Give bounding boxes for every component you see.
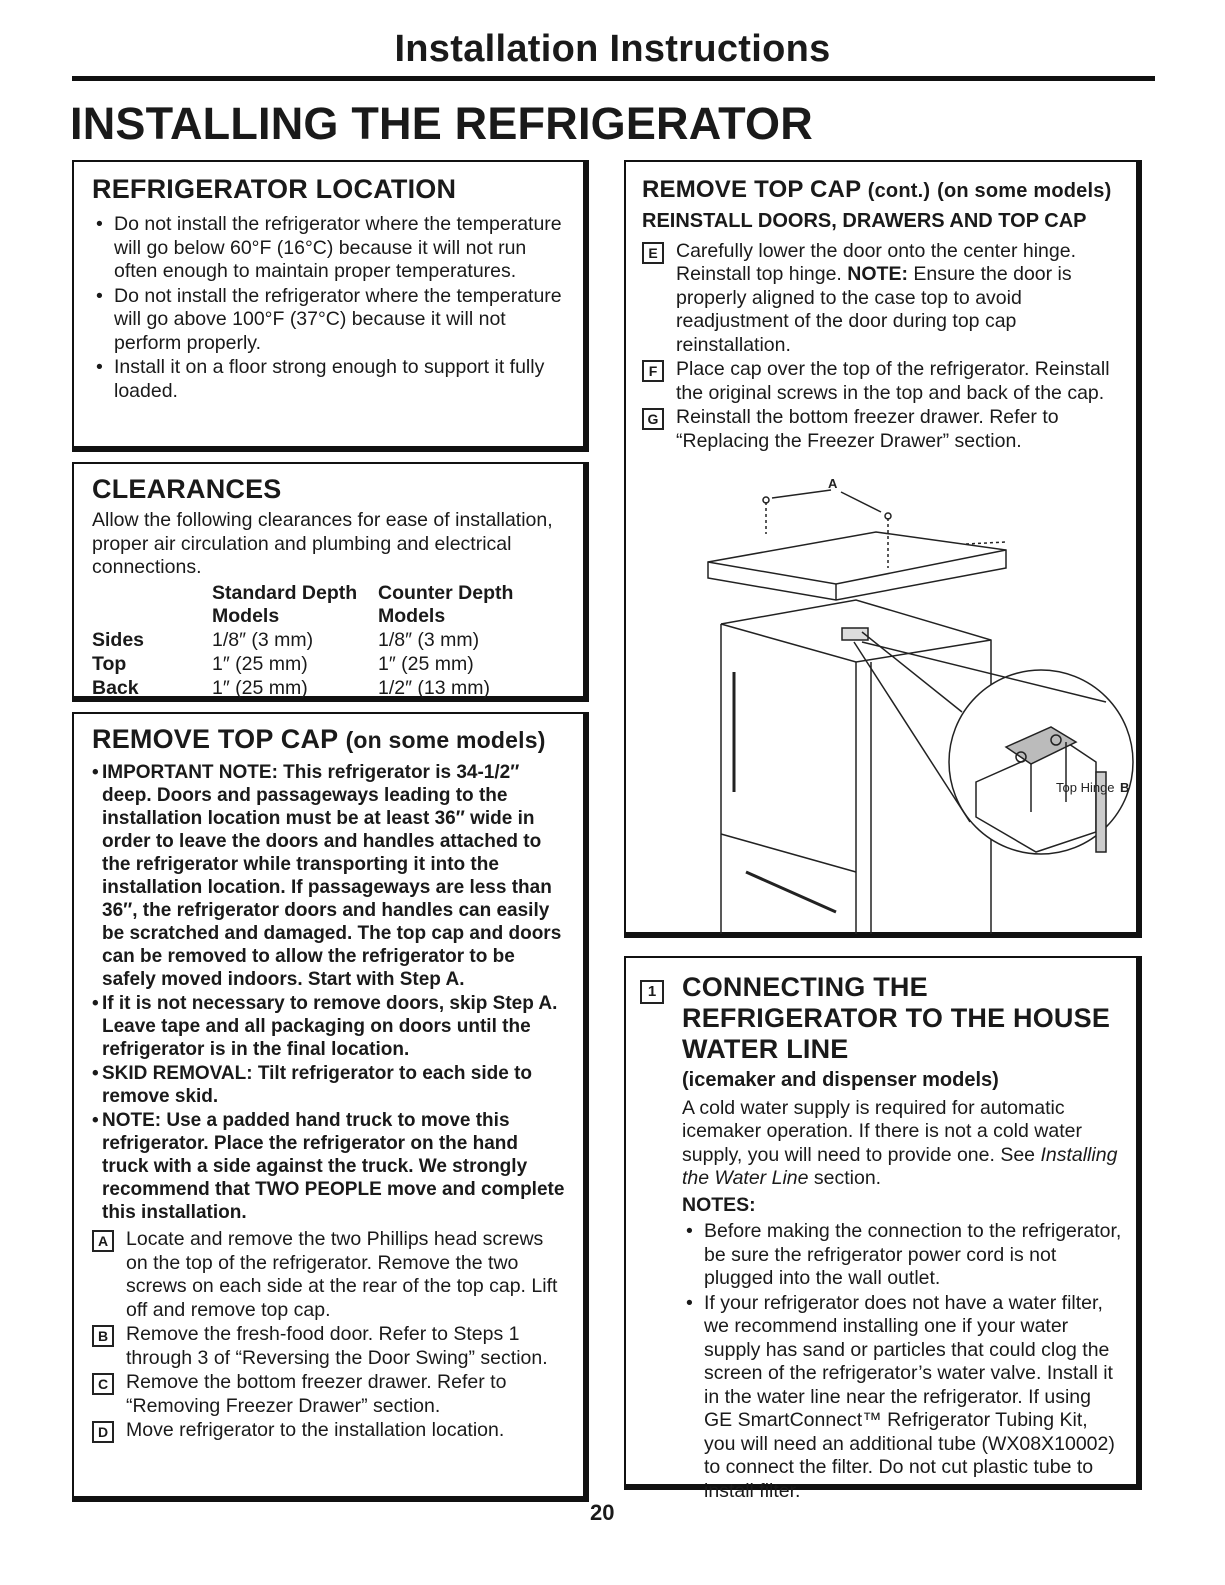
step-text: Reinstall the bottom freezer drawer. Refer to “Replacing the Freezer Drawer” section. [676,406,1059,452]
remove-top-cap-cont-panel [624,160,1142,938]
clearances-intro: Allow the following clearances for ease of installation, proper air circulation and plumbing and electrical connections. [92,509,553,578]
step-text: Place cap over the top of the refrigerator. Reinstall the original screws in the top and back of the cap. [676,358,1110,404]
step-text: Locate and remove the two Phillips head screws on the top of the refrigerator. Remove the two screws on each side at the rear of the top cap. Lift off and remove top cap. [126,1228,558,1321]
figure-label-top-hinge: Top Hinge [1056,780,1115,795]
step-text: Carefully lower the door onto the center hinge. Reinstall top hinge. [676,239,1076,285]
step-number: 1 [640,980,664,1004]
column-header: Counter Depth Models [378,581,514,627]
water-line-intro [682,1097,1122,1191]
step-key: D [92,1421,114,1443]
list-item: • If your refrigerator does not have a water filter, we recommend installing one if your water supply has sand or particles that could clog the screen of the refrigerator’s water valve. Install it in the water line near the refrigerator. If using GE SmartConnect™ Refrigerator Tubing Kit, you will need an additional tube (WX08X10002) to connect the filter. Do not cut plastic tube to install filter. [682,1292,1122,1504]
list-item: • IMPORTANT NOTE: This refrigerator is 34-1/2″ deep. Doors and passageways leading to the installation location must be at least 36″ wide in order to leave the doors and handles attached to the refrigerator while transporting it into the installation location. If passageways are less than 36″, the refrigerator doors and handles can easily be scratched and damaged. The top cap and doors can be removed to allow the refrigerator to be safely moved indoors. Start with Step A. [92,761,569,991]
page-number: 20 [590,1500,615,1525]
standard-value: 1/8″ (3 mm) [212,628,314,651]
intro-reference: Installing the Water Line [682,1143,1118,1189]
step-g [642,406,1122,453]
list-item: • Do not install the refrigerator where the temperature will go above 100°F (37°C) because it will not perform properly. [92,285,569,356]
heading-text: REMOVE TOP CAP [92,724,338,754]
note-label: NOTE: [847,263,908,285]
location-panel [72,160,589,452]
list-item: • SKID REMOVAL: Tilt refrigerator to each side to remove skid. [92,1062,569,1108]
clearances-table [92,582,569,700]
step-c [92,1371,569,1418]
table-row [92,628,569,652]
important-notes-list [92,761,569,1224]
step-key: B [92,1325,114,1347]
step-text: Remove the fresh-food door. Refer to Steps 1 through 3 of “Reversing the Door Swing” section. [126,1323,548,1369]
remove-top-cap-heading [92,724,569,755]
counter-value: 1/2″ (13 mm) [378,676,491,699]
table-row [92,652,569,676]
top-cap-figure [626,472,1136,934]
step-key: A [92,1230,114,1252]
step-text: Move refrigerator to the installation location. [126,1419,505,1441]
remove-top-cap-panel [72,712,589,1502]
water-line-heading: CONNECTING THE REFRIGERATOR TO THE HOUSE WATER LINE [682,972,1111,1064]
table-row [92,676,569,700]
step-text: Remove the bottom freezer drawer. Refer to “Removing Freezer Drawer” section. [126,1371,507,1417]
water-line-heading-row [640,972,1122,1503]
list-item: • If it is not necessary to remove doors, skip Step A. Leave tape and all packaging on doors until the refrigerator is in the final location. [92,992,569,1061]
column-header: Standard Depth Models [212,581,358,627]
heading-cont: (cont.) [867,180,931,202]
heading-suffix: (on some models) [937,180,1112,202]
page-title: INSTALLING THE REFRIGERATOR [70,98,813,149]
location-heading: REFRIGERATOR LOCATION [92,174,457,204]
figure-label-a: A [828,476,838,491]
section-header: Installation Instructions [394,28,831,70]
list-item: • Before making the connection to the refrigerator, be sure the refrigerator power cord is not plugged into the wall outlet. [682,1220,1122,1291]
header-rule [72,76,1155,81]
notes-label: NOTES: [682,1193,756,1216]
step-e [642,240,1122,358]
heading-text: REMOVE TOP CAP [642,176,861,203]
list-item: • Install it on a floor strong enough to support it fully loaded. [92,356,569,403]
counter-value: 1″ (25 mm) [378,652,474,675]
step-f [642,358,1122,405]
intro-end: section. [808,1167,882,1189]
notes-list [682,1220,1122,1503]
water-line-subheading: (icemaker and dispenser models) [682,1069,999,1091]
water-line-panel [624,956,1142,1502]
step-b [92,1323,569,1370]
remove-top-cap-cont-heading [642,176,1122,204]
reinstall-subheading: REINSTALL DOORS, DRAWERS AND TOP CAP [642,210,1087,232]
clearances-panel [72,462,589,702]
step-text: Ensure the door is properly aligned to the case top to avoid readjustment of the door during top cap reinstallation. [676,263,1072,356]
standard-value: 1″ (25 mm) [212,676,308,699]
step-a [92,1228,569,1322]
figure-label-b: B [1120,780,1130,795]
step-key: E [642,242,664,264]
list-item: • NOTE: Use a padded hand truck to move this refrigerator. Place the refrigerator on the hand truck with a side against the truck. We strongly recommend that TWO PEOPLE move and complete this installation. [92,1109,569,1224]
list-item: • Do not install the refrigerator where the temperature will go below 60°F (16°C) because it will not run often enough to maintain proper temperatures. [92,213,569,284]
step-d [92,1419,569,1443]
intro-text: A cold water supply is required for automatic icemaker operation. If there is not a cold water supply, you will need to provide one. See [682,1096,1082,1166]
step-key: C [92,1373,114,1395]
clearances-heading: CLEARANCES [92,474,282,504]
row-label: Back [92,676,139,699]
steps-list [92,1228,569,1443]
heading-suffix: (on some models) [345,727,546,753]
row-label: Top [92,652,127,675]
row-label: Sides [92,628,145,651]
counter-value: 1/8″ (3 mm) [378,628,480,651]
standard-value: 1″ (25 mm) [212,652,308,675]
location-list [92,213,569,403]
step-key: F [642,360,664,382]
step-key: G [642,408,664,430]
